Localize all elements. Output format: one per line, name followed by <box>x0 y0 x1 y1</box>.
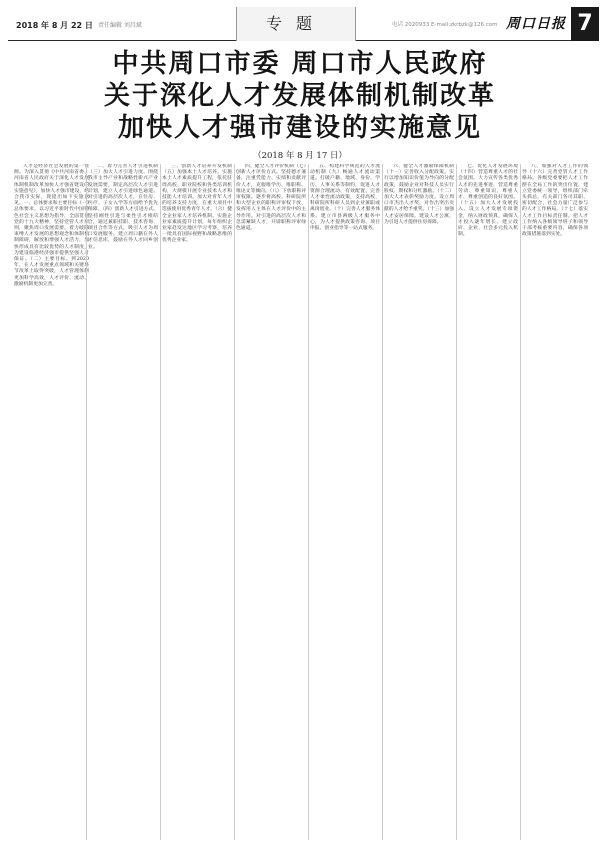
section-title: 专题 <box>236 7 356 41</box>
column-text: 六、健全人才激励保障机制（十一）完善收入分配政策。实行以增加知识价值为导向的分配政策，鼓励企业对科技人员实行股权、期权和分红激励。（十二）加大人才表彰奖励力度。设立周口市杰出人才奖，对作出突出贡献的人才给予重奖。（十三）加强人才安居保障。建设人才公寓，为引进人才提供住房保障。 <box>384 164 454 225</box>
page-number: 7 <box>571 7 599 41</box>
article-column-7 <box>458 164 518 840</box>
headline-line-1: 中共周口市委 周口市人民政府 <box>112 49 488 79</box>
headline-line-3: 加快人才强市建设的实施意见 <box>117 113 482 143</box>
column-text: 五、构建科学规范的人才流动机制（九）畅通人才流动渠道。打破户籍、地域、身份、学历、人事关系等制约，促进人才资源合理流动、有效配置。完善人才柔性流动政策，支持高校、科研院所科研人员到企业兼职或离岗创业。（十）完善人才服务体系。建立市县两级人才服务中心，为人才提供政策咨询、项目申报、创业指导等一站式服务。 <box>310 164 380 232</box>
article-column-4 <box>236 164 306 840</box>
column-text: 八、加强对人才工作的领导（十六）完善党管人才工作格局。各级党委要把人才工作摆在全局工作的突出位置，建立党委统一领导，组织部门牵头抓总，有关部门各司其职、密切配合，社会力量广泛参与的人才工作格局。（十七）落实人才工作目标责任制。把人才工作纳入各级领导班子和领导干部考核重要内容，确保各项政策措施落到实处。 <box>522 164 588 238</box>
newspaper-logo: 周口日报 <box>506 16 566 32</box>
article-body <box>14 164 588 840</box>
article-column-6 <box>384 164 454 840</box>
article-column-8 <box>522 164 588 840</box>
masthead <box>8 7 592 41</box>
contact-info: 电话 2020933 E-mail:zkrbzk@126.com <box>392 22 498 28</box>
article-column-5 <box>310 164 380 840</box>
article-column-1 <box>14 164 89 840</box>
headline-line-2: 关于深化人才发展体制机制改革 <box>103 81 496 111</box>
headline <box>20 48 580 144</box>
column-text: 三、创新人才培养开发机制（五）加强本土人才培养。实施本土人才素质提升工程，依托驻周高校、职业院校和各类培训机构，大规模开展专业技术人才和技能人才培训。加大对青年人才的培养支持力度，在重大项目中选拔使用优秀青年人才。（六）健全企业家人才培养机制。实施企业家素质提升计划，每年组织企业家赴发达地区学习考察，培养一批具有国际视野和战略思维的优秀企业家。 <box>162 164 232 244</box>
column-text: 四、健全人才评价机制（七）创新人才评价方式。坚持德才兼备，注重凭能力、实绩和贡献评价人才，克服唯学历、唯职称、唯论文等倾向。（八）下放职称评审权限。逐步将高校、科研院所和大型企业的职称评审权下放，发挥用人主体在人才评价中的主导作用。对引进的高层次人才和急需紧缺人才，开辟职称评审绿色通道。 <box>236 164 306 232</box>
column-text: 七、优化人才发展环境（十四）营造尊重人才的社会氛围。大力宣传各类优秀人才的先进事迹，营造尊重劳动、尊重知识、尊重人才、尊重创造的良好氛围。（十五）加大人才发展投入。设立人才发展专项资金，纳入财政预算，确保人才投入逐年增长。建立政府、企业、社会多元投入机制。 <box>458 164 518 238</box>
issue-date: 2018 年 8 月 22 日 <box>16 21 93 30</box>
headline-date: （2018 年 8 月 17 日） <box>253 151 347 161</box>
article-column-2 <box>88 164 158 840</box>
column-text: 二、着力完善人才引进机制（三）加大人才引进力度。围绕我市主导产业和战略性新兴产业发展需要，制定高层次人才引进计划，建立人才引进绿色通道。对引进的高层次人才，在住房、医疗、子女入学等方面给予优先保障。（四）创新人才引进方式。坚持刚性引进与柔性引才相结合，通过兼职挂职、技术咨询、项目合作等方式，吸引人才为周口发展服务。建立周口籍在外人才信息库，鼓励在外人才回乡创业。 <box>88 164 158 250</box>
article-column-3 <box>162 164 232 840</box>
editor-credit: 责任编辑 刘昌斌 <box>98 22 142 29</box>
column-text: 人才是经济社会发展的第一资源。为深入贯彻《中共河南省委、河南省人民政府关于深化人才发展体制机制改革加快人才强省建设的实施意见》，加快人才强市建设，结合我市实际，现提出如下实施意见。一、总体要求和主要目标（一）总体要求。以习近平新时代中国特色社会主义思想为指导，全面贯彻党的十九大精神，坚持党管人才原则，聚焦周口发展需要，着力破除束缚人才发展的思想观念和体制机制障碍，解放和增强人才活力，加快形成具有比较优势的人才制度，为建设临港经济强市提供坚强人才保证。（二）主要目标。到2020年，在人才发展重点领域和关键环节改革上取得突破，人才管理体制更加科学高效，人才评价、流动、激励机制更加完善。 <box>14 164 89 287</box>
